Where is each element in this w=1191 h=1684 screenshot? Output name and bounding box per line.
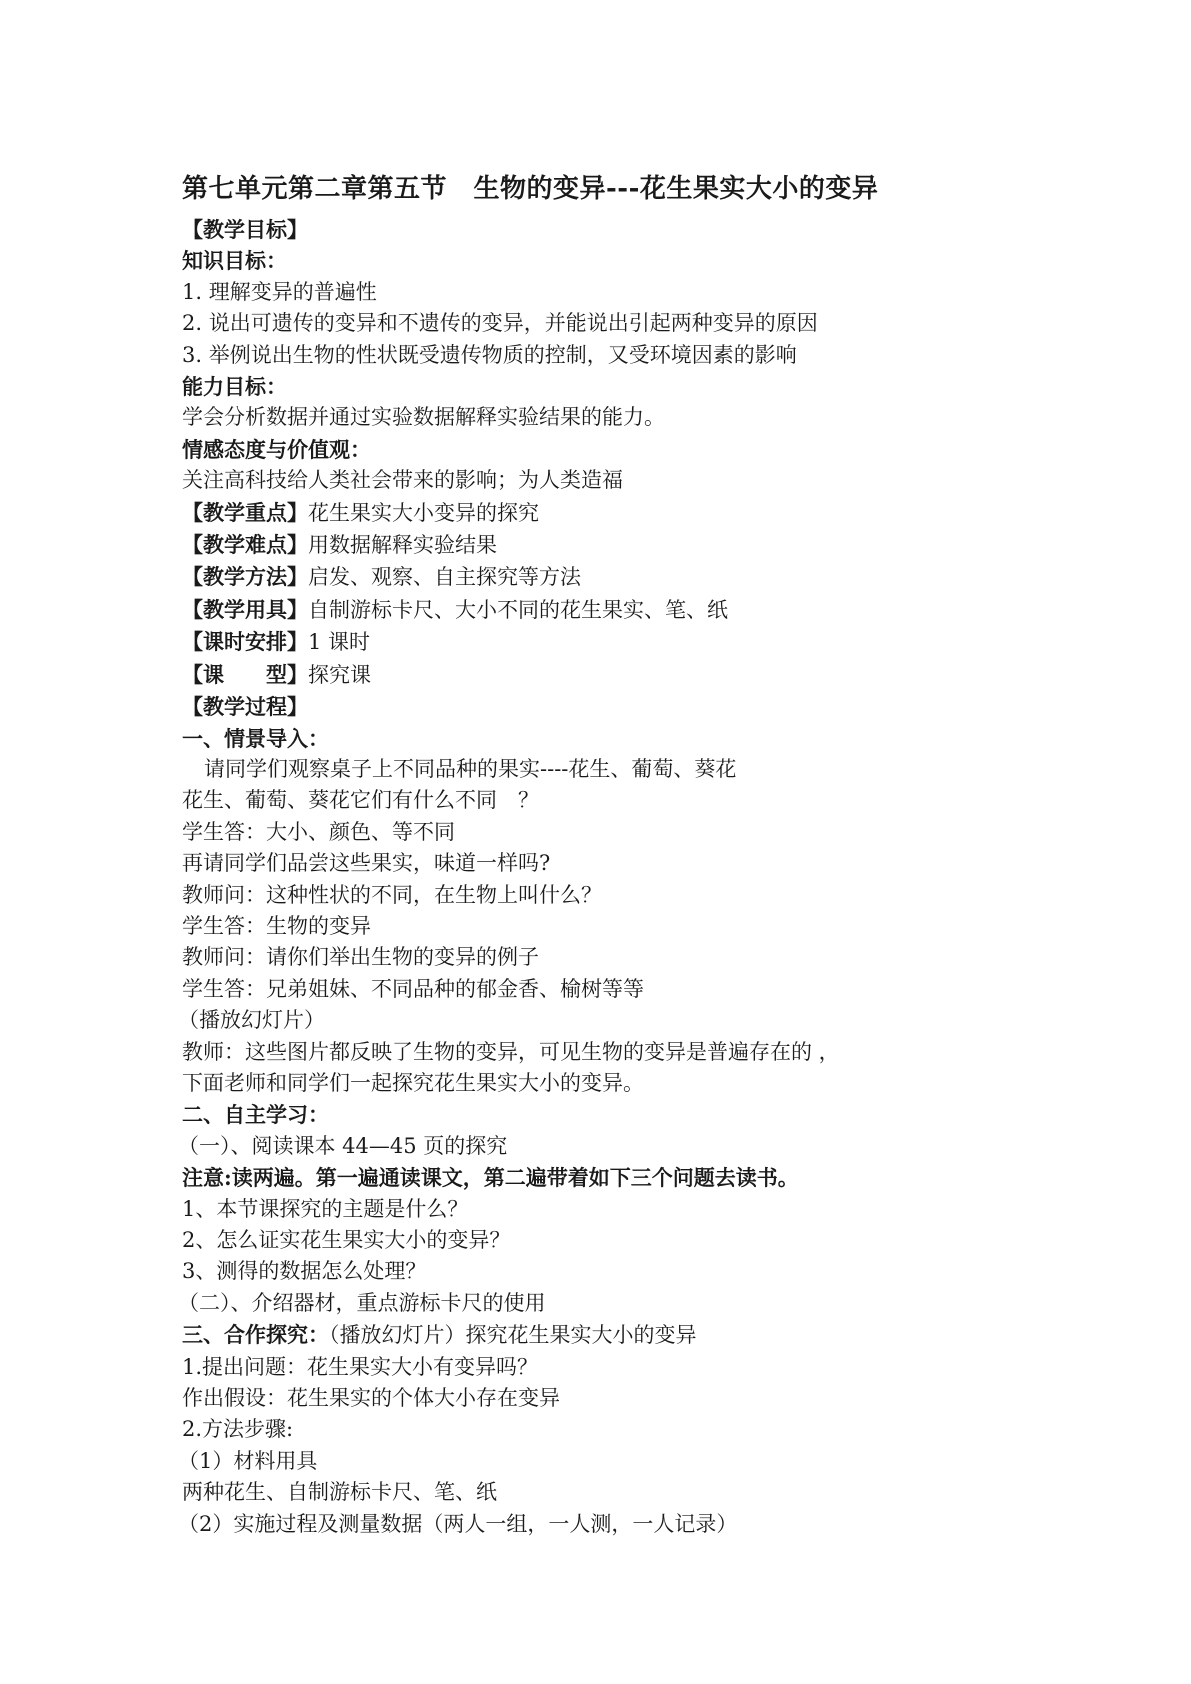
coop-item-2: 作出假设：花生果实的个体大小存在变异 bbox=[182, 1386, 560, 1411]
emotion-heading: 情感态度与价值观： bbox=[182, 436, 371, 462]
focus-label: 【教学重点】 bbox=[182, 499, 308, 525]
knowledge-item-3: 3. 举例说出生物的性状既受遗传物质的控制，又受环境因素的影响 bbox=[182, 342, 797, 367]
tools-label: 【教学用具】 bbox=[182, 596, 308, 622]
intro-paragraph-6: 学生答：生物的变异 bbox=[182, 913, 371, 938]
coop-item-1: 1.提出问题：花生果实大小有变异吗？ bbox=[182, 1354, 539, 1379]
intro-paragraph-4: 再请同学们品尝这些果实，味道一样吗? bbox=[182, 851, 551, 876]
knowledge-heading: 知识目标： bbox=[182, 248, 287, 274]
intro-paragraph-3: 学生答：大小、颜色、等不同 bbox=[182, 819, 455, 844]
intro-paragraph-7: 教师问：请你们举出生物的变异的例子 bbox=[182, 945, 539, 970]
document-title: 第七单元第二章第五节 生物的变异---花生果实大小的变异 bbox=[182, 174, 879, 204]
difficulty-row bbox=[182, 529, 1082, 561]
focus-row bbox=[182, 497, 1082, 529]
coop-item-4: （1）材料用具 bbox=[178, 1448, 318, 1473]
goals-heading: 【教学目标】 bbox=[182, 217, 308, 242]
intro-paragraph-2: 花生、葡萄、葵花它们有什么不同 ？ bbox=[182, 788, 539, 813]
tools-text: 自制游标卡尺、大小不同的花生果实、笔、纸 bbox=[308, 597, 728, 622]
method-text: 启发、观察、自主探究等方法 bbox=[308, 565, 581, 590]
self-study-question-3: 3、测得的数据怎么处理？ bbox=[182, 1259, 427, 1284]
intro-paragraph-9: （播放幻灯片） bbox=[178, 1008, 325, 1033]
coop-text: （播放幻灯片）探究花生果实大小的变异 bbox=[329, 1323, 697, 1348]
hours-text: 1 课时 bbox=[308, 630, 371, 655]
intro-paragraph-8: 学生答：兄弟姐妹、不同品种的郁金香、榆树等等 bbox=[182, 976, 644, 1001]
coop-heading: 三、合作探究： bbox=[182, 1322, 329, 1348]
intro-paragraph-10: 教师：这些图片都反映了生物的变异，可见生物的变异是普遍存在的 ， bbox=[182, 1039, 840, 1064]
coop-item-5: 两种花生、自制游标卡尺、笔、纸 bbox=[182, 1480, 497, 1505]
ability-heading: 能力目标： bbox=[182, 374, 287, 400]
self-study-note: 注意:读两遍。第一遍通读课文，第二遍带着如下三个问题去读书。 bbox=[182, 1165, 799, 1191]
type-row bbox=[182, 659, 1082, 691]
type-label: 【课 型】 bbox=[182, 661, 308, 687]
difficulty-label: 【教学难点】 bbox=[182, 532, 308, 558]
ability-text: 学会分析数据并通过实验数据解释实验结果的能力。 bbox=[182, 405, 665, 430]
intro-paragraph-5: 教师问：这种性状的不同，在生物上叫什么？ bbox=[182, 882, 602, 907]
knowledge-item-2: 2. 说出可遗传的变异和不遗传的变异，并能说出引起两种变异的原因 bbox=[182, 311, 818, 336]
tools-row bbox=[182, 594, 1082, 626]
self-study-question-1: 1、本节课探究的主题是什么？ bbox=[182, 1196, 469, 1221]
self-study-item-1: （一）、阅读课本 44—45 页的探究 bbox=[178, 1133, 508, 1158]
difficulty-text: 用数据解释实验结果 bbox=[308, 533, 497, 558]
coop-item-6: （2）实施过程及测量数据（两人一组，一人测，一人记录） bbox=[178, 1511, 738, 1536]
self-study-question-2: 2、怎么证实花生果实大小的变异？ bbox=[182, 1228, 511, 1252]
self-study-item-2: （二）、介绍器材，重点游标卡尺的使用 bbox=[178, 1290, 546, 1315]
document-body bbox=[178, 170, 1082, 1540]
emotion-text: 关注高科技给人类社会带来的影响；为人类造福 bbox=[182, 468, 623, 493]
method-row bbox=[182, 561, 1082, 593]
hours-label: 【课时安排】 bbox=[182, 629, 308, 655]
focus-text: 花生果实大小变异的探究 bbox=[308, 500, 539, 525]
method-label: 【教学方法】 bbox=[182, 564, 308, 590]
knowledge-item-1: 1. 理解变异的普遍性 bbox=[182, 279, 377, 304]
intro-paragraph-1: 请同学们观察桌子上不同品种的果实----花生、葡萄、葵花 bbox=[204, 756, 737, 781]
coop-item-3: 2.方法步骤: bbox=[182, 1417, 294, 1442]
hours-row bbox=[182, 626, 1082, 658]
process-heading: 【教学过程】 bbox=[182, 694, 308, 720]
type-text: 探究课 bbox=[308, 662, 371, 687]
intro-paragraph-11: 下面老师和同学们一起探究花生果实大小的变异。 bbox=[182, 1070, 644, 1095]
self-study-heading: 二、自主学习： bbox=[182, 1102, 329, 1128]
intro-heading: 一、情景导入： bbox=[182, 725, 329, 751]
coop-row bbox=[182, 1319, 1082, 1351]
